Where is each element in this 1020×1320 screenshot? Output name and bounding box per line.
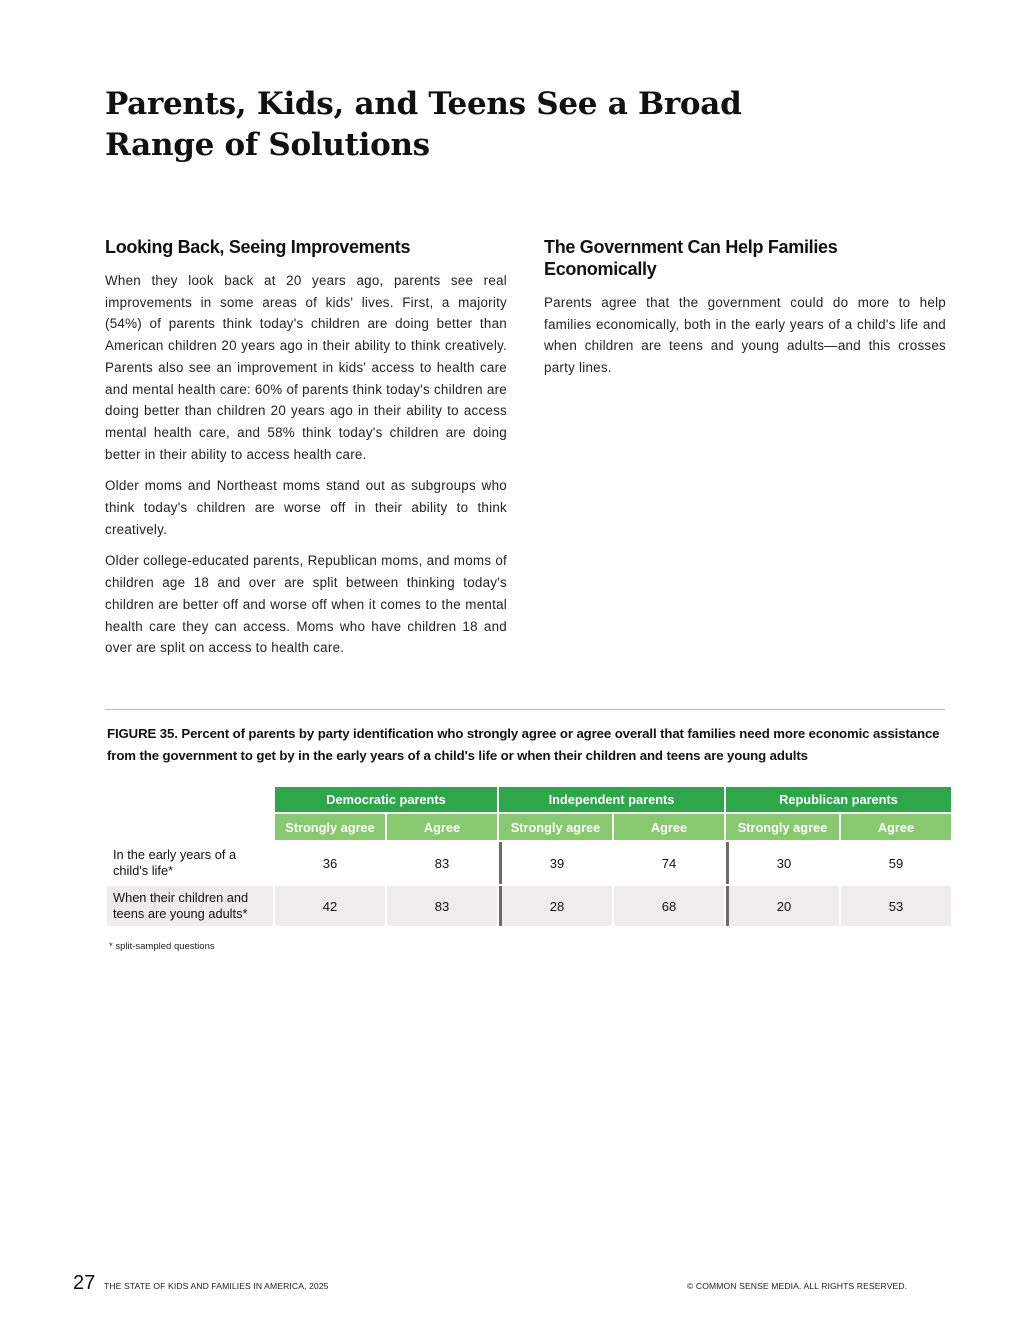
table-cell: 83 [387,886,497,926]
table-row [107,842,951,884]
figure-caption: FIGURE 35. Percent of parents by party identification who strongly agree or agree overall that families need more economic assistance from the government to get by in the early years of a child's life or when their children and teens are young adults [107,726,940,763]
publication-title: THE STATE OF KIDS AND FAMILIES IN AMERICA, 2025 [104,1281,329,1291]
table-cell: 59 [841,842,951,884]
table-cell: 30 [726,842,839,884]
group-header-democratic: Democratic parents [275,787,497,812]
table-footnote: * split-sampled questions [109,941,215,952]
group-header-independent: Independent parents [499,787,724,812]
sub-header-agree: Agree [841,814,951,840]
left-column [105,236,507,669]
table-cell: 39 [499,842,612,884]
page-title: Parents, Kids, and Teens See a Broad Range of Solutions [105,86,742,163]
divider [105,709,945,710]
sub-header-agree: Agree [614,814,724,840]
sub-header-strongly-agree: Strongly agree [275,814,385,840]
table-cell: 83 [387,842,497,884]
table-cell: 74 [614,842,724,884]
blank-cell [107,787,273,812]
group-header-row [107,787,951,812]
body-paragraph: Older college-educated parents, Republican moms, and moms of children age 18 and over are split between thinking today's children are better off and worse off when it comes to the mental health care they can access. Moms who have children 18 and over are split on access to health care. [105,553,507,656]
table-cell: 68 [614,886,724,926]
body-paragraph: When they look back at 20 years ago, parents see real improvements in some areas of kids' lives. First, a majority (54%) of parents think today's children are doing better than American children 20 years ago in their ability to think creatively. Parents also see an improvement in kids' access to health care and mental health care: 60% of parents think today's children are doing better than children 20 years ago in their ability to access mental health care, and 58% think today's children are doing better in their ability to access health care. [105,273,507,462]
right-column [544,236,946,389]
page-footer [73,1272,923,1296]
section-heading-looking-back: Looking Back, Seeing Improvements [105,237,411,257]
section-heading-government: The Government Can Help Families Economically [544,237,838,279]
figure-table [105,785,953,928]
copyright-notice: © COMMON SENSE MEDIA. ALL RIGHTS RESERVED. [687,1281,908,1291]
body-paragraph: Older moms and Northeast moms stand out as subgroups who think today's children are worse off in their ability to think creatively. [105,478,507,537]
row-label: In the early years of a child's life* [107,842,273,884]
table-cell: 36 [275,842,385,884]
group-header-republican: Republican parents [726,787,951,812]
sub-header-agree: Agree [387,814,497,840]
table-cell: 42 [275,886,385,926]
blank-cell [107,814,273,840]
table-cell: 28 [499,886,612,926]
sub-header-strongly-agree: Strongly agree [726,814,839,840]
page-number: 27 [73,1272,96,1294]
table-cell: 53 [841,886,951,926]
sub-header-row [107,814,951,840]
body-paragraph: Parents agree that the government could do more to help families economically, both in the early years of a child's life and when children are teens and young adults—and this crosses party lines. [544,295,946,376]
table-row [107,886,951,926]
sub-header-strongly-agree: Strongly agree [499,814,612,840]
table-cell: 20 [726,886,839,926]
row-label: When their children and teens are young adults* [107,886,273,926]
